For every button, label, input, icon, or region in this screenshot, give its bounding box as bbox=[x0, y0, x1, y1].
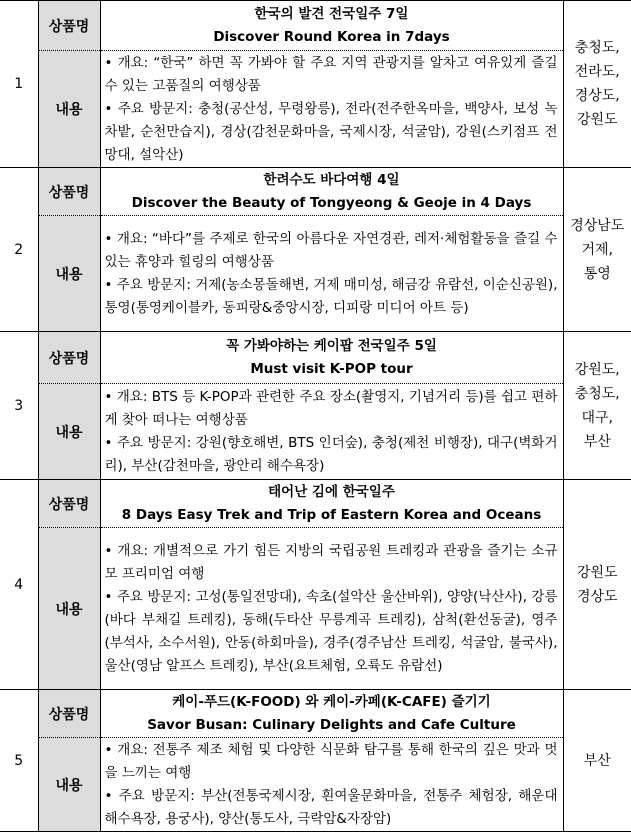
region-cell bbox=[563, 690, 631, 832]
content-label: 내용 bbox=[38, 384, 100, 480]
product-name-label: 상품명 bbox=[38, 168, 100, 216]
product-title bbox=[100, 690, 563, 738]
product-title-english: Discover Round Korea in 7days bbox=[105, 26, 559, 49]
region-line: 대구, bbox=[564, 406, 631, 430]
content-label: 내용 bbox=[38, 528, 100, 690]
region-line: 충청도, bbox=[564, 36, 631, 60]
product-name-label: 상품명 bbox=[38, 1, 100, 51]
product-row-5-title bbox=[0, 690, 631, 738]
region-line: 강원도 bbox=[564, 108, 631, 132]
product-row-4-title bbox=[0, 480, 631, 528]
region-line: 부산 bbox=[564, 749, 631, 773]
product-row-2-title bbox=[0, 168, 631, 216]
region-line: 충청도, bbox=[564, 382, 631, 406]
visit-places-text: • 주요 방문지: 거제(농소몽돌해변, 거제 매미성, 해금강 유람선, 이순신공원), 통영(통영케이블카, 동피랑&중앙시장, 디피랑 미디어 아트 등) bbox=[105, 274, 558, 320]
region-line: 전라도, bbox=[564, 60, 631, 84]
product-title-korean: 태어난 김에 한국일주 bbox=[105, 481, 559, 504]
product-content bbox=[100, 384, 563, 480]
product-title-english: Discover the Beauty of Tongyeong & Geoje in 4 Days bbox=[105, 192, 559, 215]
overview-text: • 개요: BTS 등 K-POP과 관련한 주요 장소(촬영지, 기념거리 등)를 쉽고 편하게 찾아 떠나는 여행상품 bbox=[105, 386, 558, 432]
region-line: 강원도, bbox=[564, 358, 631, 382]
product-title-korean: 꼭 가봐야하는 케이팝 전국일주 5일 bbox=[105, 335, 559, 358]
content-label: 내용 bbox=[38, 738, 100, 832]
region-cell bbox=[563, 168, 631, 332]
region-cell bbox=[563, 1, 631, 168]
overview-text: • 개요: “바다”를 주제로 한국의 아름다운 자연경관, 레저·체험활동을 즐길 수 있는 휴양과 힐링의 여행상품 bbox=[105, 228, 558, 274]
product-content bbox=[100, 528, 563, 690]
product-row-4-content bbox=[0, 528, 631, 690]
region-line: 통영 bbox=[564, 262, 631, 286]
row-number: 4 bbox=[0, 480, 38, 690]
region-cell bbox=[563, 480, 631, 690]
product-title bbox=[100, 332, 563, 384]
product-title-korean: 케이-푸드(K-FOOD) 와 케이-카페(K-CAFE) 즐기기 bbox=[105, 691, 559, 714]
product-row-1-title bbox=[0, 1, 631, 51]
product-row-3-title bbox=[0, 332, 631, 384]
content-label: 내용 bbox=[38, 216, 100, 332]
product-content bbox=[100, 216, 563, 332]
row-number: 2 bbox=[0, 168, 38, 332]
product-row-3-content bbox=[0, 384, 631, 480]
product-title bbox=[100, 1, 563, 51]
product-name-label: 상품명 bbox=[38, 690, 100, 738]
row-number: 3 bbox=[0, 332, 38, 480]
product-title-english: Must visit K-POP tour bbox=[105, 358, 559, 381]
region-line: 부산 bbox=[564, 430, 631, 454]
product-name-label: 상품명 bbox=[38, 480, 100, 528]
content-label: 내용 bbox=[38, 51, 100, 168]
region-line: 경상도, bbox=[564, 84, 631, 108]
visit-places-text: • 주요 방문지: 강원(향호해변, BTS 인더숲), 충청(제천 비행장), 대구(벽화거리), 부산(감천마을, 광안리 해수욕장) bbox=[105, 432, 558, 478]
product-row-2-content bbox=[0, 216, 631, 332]
product-content bbox=[100, 51, 563, 168]
region-line: 경상남도 bbox=[564, 214, 631, 238]
overview-text: • 개요: 개별적으로 가기 힘든 지방의 국립공원 트레킹과 관광을 즐기는 소규모 프리미엄 여행 bbox=[105, 540, 558, 586]
product-content bbox=[100, 738, 563, 832]
product-title bbox=[100, 168, 563, 216]
product-title-korean: 한국의 발견 전국일주 7일 bbox=[105, 3, 559, 26]
product-title bbox=[100, 480, 563, 528]
region-cell bbox=[563, 332, 631, 480]
visit-places-text: • 주요 방문지: 부산(전통국제시장, 흰여울문화마을, 전통주 체험장, 해운대 해수욕장, 용궁사), 양산(통도사, 극락암&자장암) bbox=[105, 785, 558, 831]
region-line: 거제, bbox=[564, 238, 631, 262]
row-number: 5 bbox=[0, 690, 38, 832]
region-line: 경상도 bbox=[564, 585, 631, 609]
product-row-5-content bbox=[0, 738, 631, 832]
row-number: 1 bbox=[0, 1, 38, 168]
region-line: 강원도 bbox=[564, 561, 631, 585]
product-row-1-content bbox=[0, 51, 631, 168]
visit-places-text: • 주요 방문지: 고성(통일전망대), 속초(설악산 울산바위), 양양(낙산사), 강릉(바다 부채길 트레킹), 동해(두타산 무릉계곡 트레킹), 삼척(환선동굴), 영주(부석사, 소수서원), 안동(하회마을), 경주(경주남산 트레킹, 석굴암, 불국사), 울산(영남 알프스 트레킹), 부산(요트체험, 오륙도 유람선) bbox=[105, 586, 558, 678]
product-name-label: 상품명 bbox=[38, 332, 100, 384]
product-title-korean: 한려수도 바다여행 4일 bbox=[105, 169, 559, 192]
overview-text: • 개요: 전통주 제조 체험 및 다양한 식문화 탐구를 통해 한국의 깊은 맛과 멋을 느끼는 여행 bbox=[105, 739, 558, 785]
product-title-english: Savor Busan: Culinary Delights and Cafe Culture bbox=[105, 714, 559, 737]
product-title-english: 8 Days Easy Trek and Trip of Eastern Korea and Oceans bbox=[105, 504, 559, 527]
visit-places-text: • 주요 방문지: 충청(공산성, 무령왕릉), 전라(전주한옥마을, 백양사, 보성 녹차밭, 순천만습지), 경상(감천문화마을, 국제시장, 석굴암), 강원(스키점프 전망대, 설악산) bbox=[105, 98, 558, 167]
overview-text: • 개요: “한국” 하면 꼭 가봐야 할 주요 지역 관광지를 알차고 여유있게 즐길 수 있는 고품질의 여행상품 bbox=[105, 52, 558, 98]
